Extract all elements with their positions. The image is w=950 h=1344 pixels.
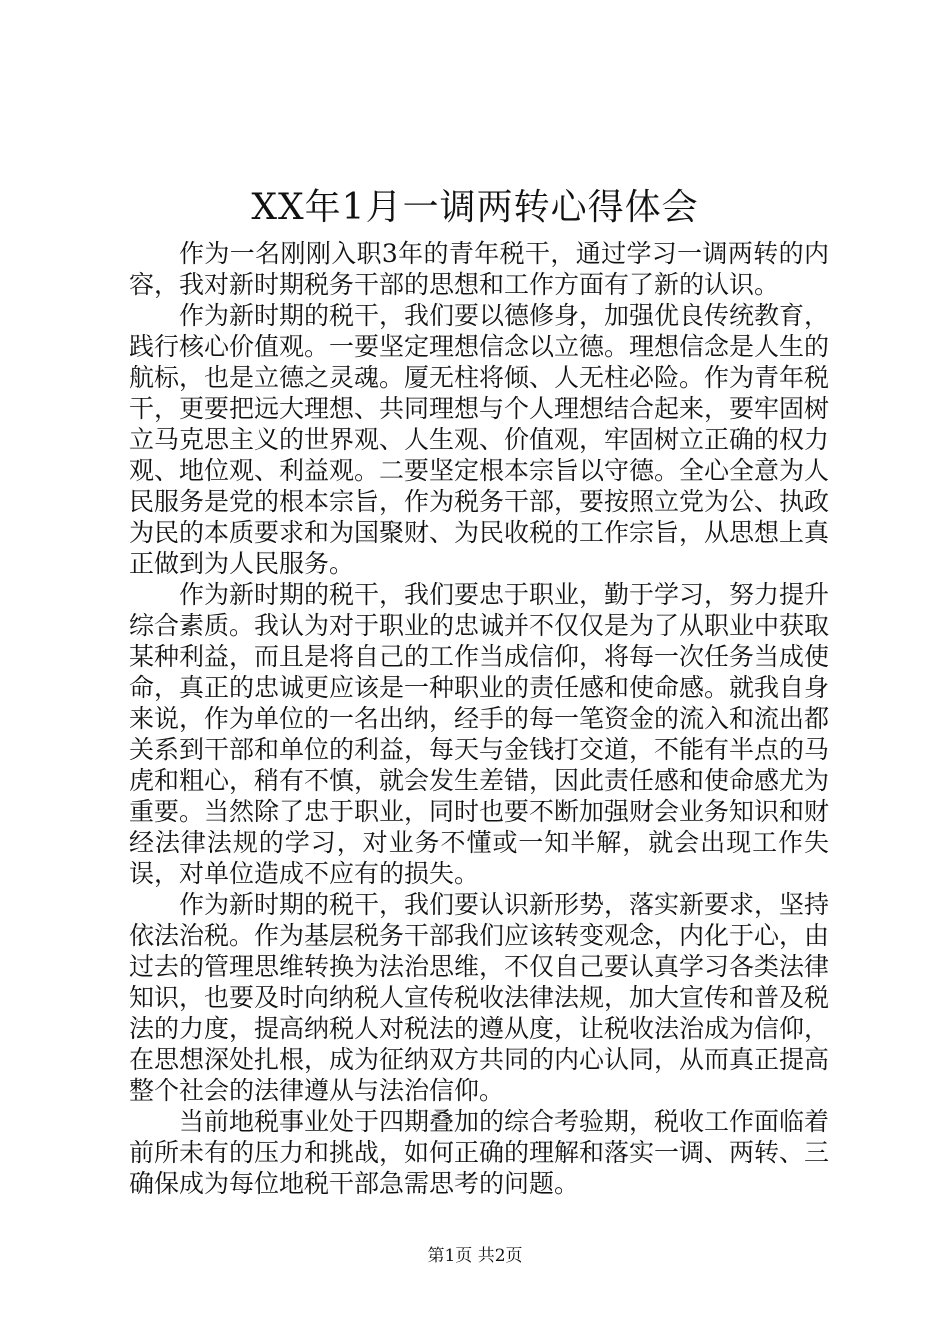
paragraph-3: 作为新时期的税干，我们要忠于职业，勤于学习，努力提升综合素质。我认为对于职业的忠诚并不仅仅是为了从职业中获取某种利益，而且是将自己的工作当成信仰，将每一次任务当成使命，真正的忠诚更应该是一种职业的责任感和使命感。就我自身来说，作为单位的一名出纳，经手的每一笔资金的流入和流出都关系到干部和单位的利益，每天与金钱打交道，不能有半点的马虎和粗心，稍有不慎，就会发生差错，因此责任感和使命感尤为重要。当然除了忠于职业，同时也要不断加强财会业务知识和财经法律法规的学习，对业务不懂或一知半解，就会出现工作失误，对单位造成不应有的损失。 xyxy=(129,580,830,888)
paragraph-4: 作为新时期的税干，我们要认识新形势，落实新要求，坚持依法治税。作为基层税务干部我们应该转变观念，内化于心，由过去的管理思维转换为法治思维，不仅自己要认真学习各类法律知识，也要及时向纳税人宣传税收法律法规，加大宣传和普及税法的力度，提高纳税人对税法的遵从度，让税收法治成为信仰，在思想深处扎根，成为征纳双方共同的内心认同，从而真正提高整个社会的法律遵从与法治信仰。 xyxy=(129,890,830,1105)
paragraph-1: 作为一名刚刚入职3年的青年税干，通过学习一调两转的内容，我对新时期税务干部的思想和工作方面有了新的认识。 xyxy=(129,239,829,299)
page-number-footer: 第1页 共2页 xyxy=(427,1246,523,1266)
document-title: XX年1月一调两转心得体会 xyxy=(251,187,699,228)
document-body xyxy=(129,238,829,1199)
paragraph-2: 作为新时期的税干，我们要以德修身，加强优良传统教育，践行核心价值观。一要坚定理想信念以立德。理想信念是人生的航标，也是立德之灵魂。厦无柱将倾、人无柱必险。作为青年税干，更要把远大理想、共同理想与个人理想结合起来，要牢固树立马克思主义的世界观、人生观、价值观，牢固树立正确的权力观、地位观、利益观。二要坚定根本宗旨以守德。全心全意为人民服务是党的根本宗旨，作为税务干部，要按照立党为公、执政为民的本质要求和为国聚财、为民收税的工作宗旨，从思想上真正做到为人民服务。 xyxy=(129,301,830,578)
paragraph-5: 当前地税事业处于四期叠加的综合考验期，税收工作面临着前所未有的压力和挑战，如何正确的理解和落实一调、两转、三确保成为每位地税干部急需思考的问题。 xyxy=(129,1107,830,1198)
